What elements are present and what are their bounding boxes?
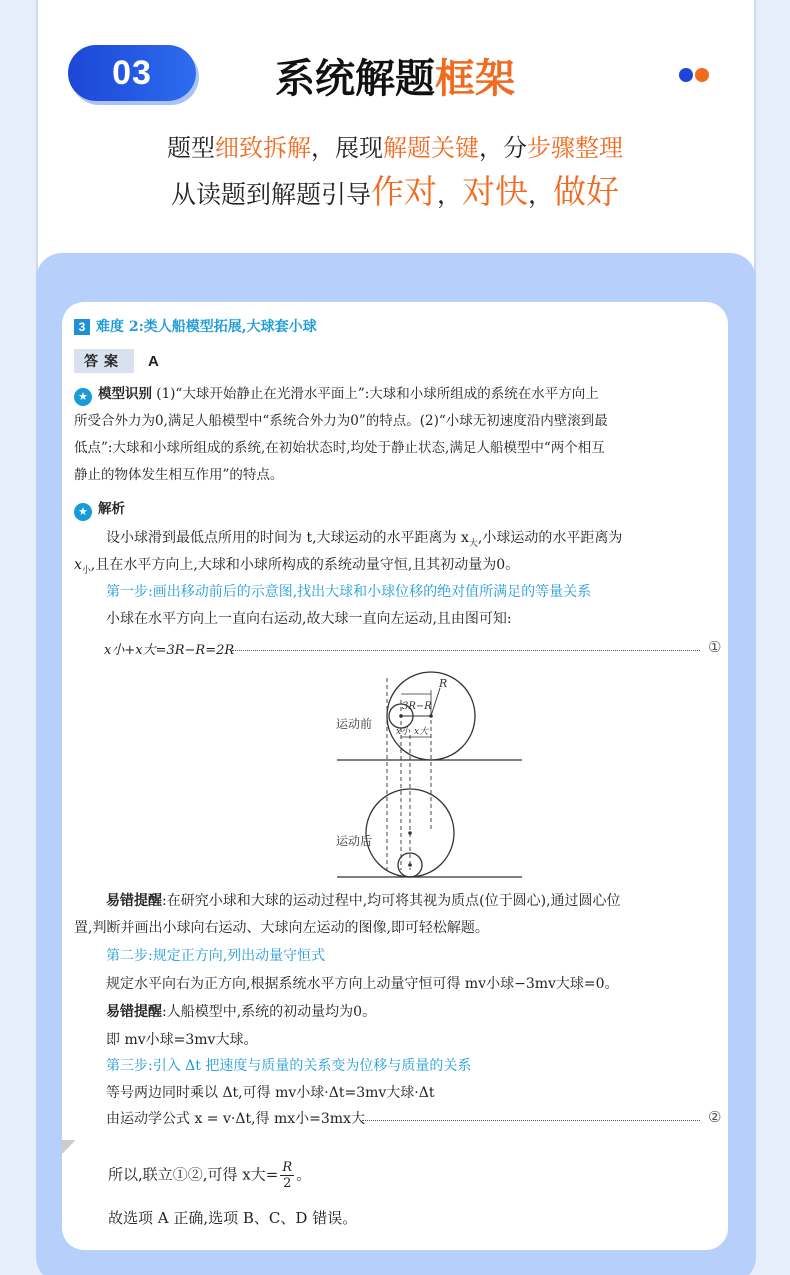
decorative-dots bbox=[679, 67, 711, 86]
para1-line2 bbox=[74, 554, 519, 576]
highlight-text: 解题关键 bbox=[383, 134, 479, 162]
highlight-text: 细致拆解 bbox=[215, 134, 311, 162]
text: 。 bbox=[296, 1165, 312, 1184]
before-label: 运动前 bbox=[336, 717, 373, 731]
subtitle-line-2 bbox=[0, 166, 790, 213]
solution-document bbox=[62, 302, 728, 1250]
tip1-line2: 置,判断并画出小球向右运动、大球向左运动的图像,即可轻松解题。 bbox=[74, 920, 489, 936]
section-number-badge: 03 bbox=[68, 45, 196, 101]
before-after-diagram bbox=[292, 670, 532, 882]
subscript: 大 bbox=[468, 538, 478, 549]
leader-dots bbox=[232, 650, 700, 651]
tip1-line1 bbox=[106, 890, 621, 910]
step2-text: 规定水平向右为正方向,根据系统水平方向上动量守恒可得 mv小球−3mv大球=0。 bbox=[106, 976, 619, 992]
model-line: 静止的物体发生相互作用”的特点。 bbox=[74, 467, 284, 483]
star-icon: ★ bbox=[74, 503, 92, 521]
section-title: 难度 2:类人船模型拓展,大球套小球 bbox=[96, 319, 317, 335]
step1-text: 小球在水平方向上一直向右运动,故大球一直向左运动,且由图可知: bbox=[106, 611, 512, 627]
analysis-label: 解析 bbox=[98, 501, 125, 517]
answer-value: A bbox=[148, 353, 159, 370]
text: ,且在水平方向上,大球和小球所构成的系统动量守恒,且其初动量为0。 bbox=[90, 557, 520, 573]
model-row-1 bbox=[74, 382, 599, 406]
leader-dots bbox=[362, 1120, 700, 1121]
conclusion-1 bbox=[108, 1160, 311, 1191]
xb-label: x大 bbox=[414, 727, 429, 737]
text: 设小球滑到最低点所用的时间为 t,大球运动的水平距离为 x bbox=[106, 530, 469, 546]
blue-dot-icon bbox=[679, 68, 693, 82]
title-main: 系统解题 bbox=[275, 56, 435, 102]
model-line: (1)“大球开始静止在光滑水平面上”:大球和小球所组成的系统在水平方向上 bbox=[156, 386, 599, 402]
section-number: 3 bbox=[74, 319, 90, 335]
equation-3: 由运动学公式 x = v·Δt,得 mx小=3mx大 bbox=[106, 1111, 365, 1127]
document-card bbox=[62, 302, 728, 1250]
star-icon: ★ bbox=[74, 388, 92, 406]
model-line: 低点”:大球和小球所组成的系统,在初始状态时,均处于静止状态,满足人船模型中“两个相互 bbox=[74, 440, 605, 456]
xs-label: x小 bbox=[396, 727, 411, 737]
subtitle-text: ， bbox=[436, 180, 462, 209]
radius-label: R bbox=[439, 677, 448, 690]
equation-number-1: ① bbox=[708, 638, 722, 656]
equation-number-2: ② bbox=[708, 1108, 722, 1126]
text: x bbox=[74, 557, 82, 573]
page-fold bbox=[62, 1140, 76, 1154]
step2-title: 第二步:规定正方向,列出动量守恒式 bbox=[106, 948, 326, 964]
highlight-text: 对快 bbox=[462, 172, 528, 211]
equation-1: x小+x大=3R−R=2R bbox=[104, 643, 235, 658]
text: 所以,联立①②,可得 x大= bbox=[108, 1165, 279, 1184]
analysis-heading bbox=[74, 497, 125, 521]
answer-label: 答案 bbox=[74, 349, 134, 373]
section-heading bbox=[74, 316, 317, 336]
answer-row bbox=[74, 349, 159, 373]
subtitle-text: ，分 bbox=[479, 134, 527, 162]
subtitle-text: 从读题到解题引导 bbox=[170, 180, 371, 209]
page-title bbox=[0, 47, 790, 104]
subscript: 小 bbox=[81, 565, 91, 576]
step1-title: 第一步:画出移动前后的示意图,找出大球和小球位移的绝对值所满足的等量关系 bbox=[106, 584, 592, 600]
equation-2: 即 mv小球=3mv大球。 bbox=[106, 1032, 258, 1048]
highlight-text: 做好 bbox=[553, 172, 620, 211]
tip-label: 易错提醒 bbox=[106, 1004, 162, 1020]
fraction-denominator: 2 bbox=[283, 1176, 292, 1191]
distance-label: 3R−R bbox=[402, 701, 432, 712]
highlight-text: 步骤整理 bbox=[527, 134, 623, 162]
subtitle-text: 题型 bbox=[167, 134, 215, 162]
highlight-text: 作对 bbox=[370, 172, 437, 211]
text: :人船模型中,系统的初动量均为0。 bbox=[162, 1004, 377, 1020]
model-label: 模型识别 bbox=[98, 386, 152, 402]
step3-text: 等号两边同时乘以 Δt,可得 mv小球·Δt=3mv大球·Δt bbox=[106, 1085, 435, 1101]
title-highlight: 框架 bbox=[435, 56, 515, 102]
subtitle-text: ，展现 bbox=[311, 134, 383, 162]
para1-line1 bbox=[106, 527, 622, 549]
after-label: 运动后 bbox=[336, 834, 373, 848]
fraction bbox=[280, 1160, 294, 1191]
tip-label: 易错提醒 bbox=[106, 893, 162, 909]
conclusion-2: 故选项 A 正确,选项 B、C、D 错误。 bbox=[108, 1209, 358, 1227]
model-line: 所受合外力为0,满足人船模型中“系统合外力为0”的特点。(2)“小球无初速度沿内壁滚到最 bbox=[74, 413, 608, 429]
text: :在研究小球和大球的运动过程中,均可将其视为质点(位于圆心),通过圆心位 bbox=[162, 893, 621, 909]
subtitle-line-1 bbox=[0, 128, 790, 163]
step3-title: 第三步:引入 Δt 把速度与质量的关系变为位移与质量的关系 bbox=[106, 1058, 472, 1074]
fraction-numerator: R bbox=[282, 1160, 293, 1175]
orange-dot-icon bbox=[695, 68, 709, 82]
subtitle-text: ， bbox=[528, 180, 554, 209]
tip2 bbox=[106, 1001, 376, 1021]
text: ,小球运动的水平距离为 bbox=[477, 530, 623, 546]
